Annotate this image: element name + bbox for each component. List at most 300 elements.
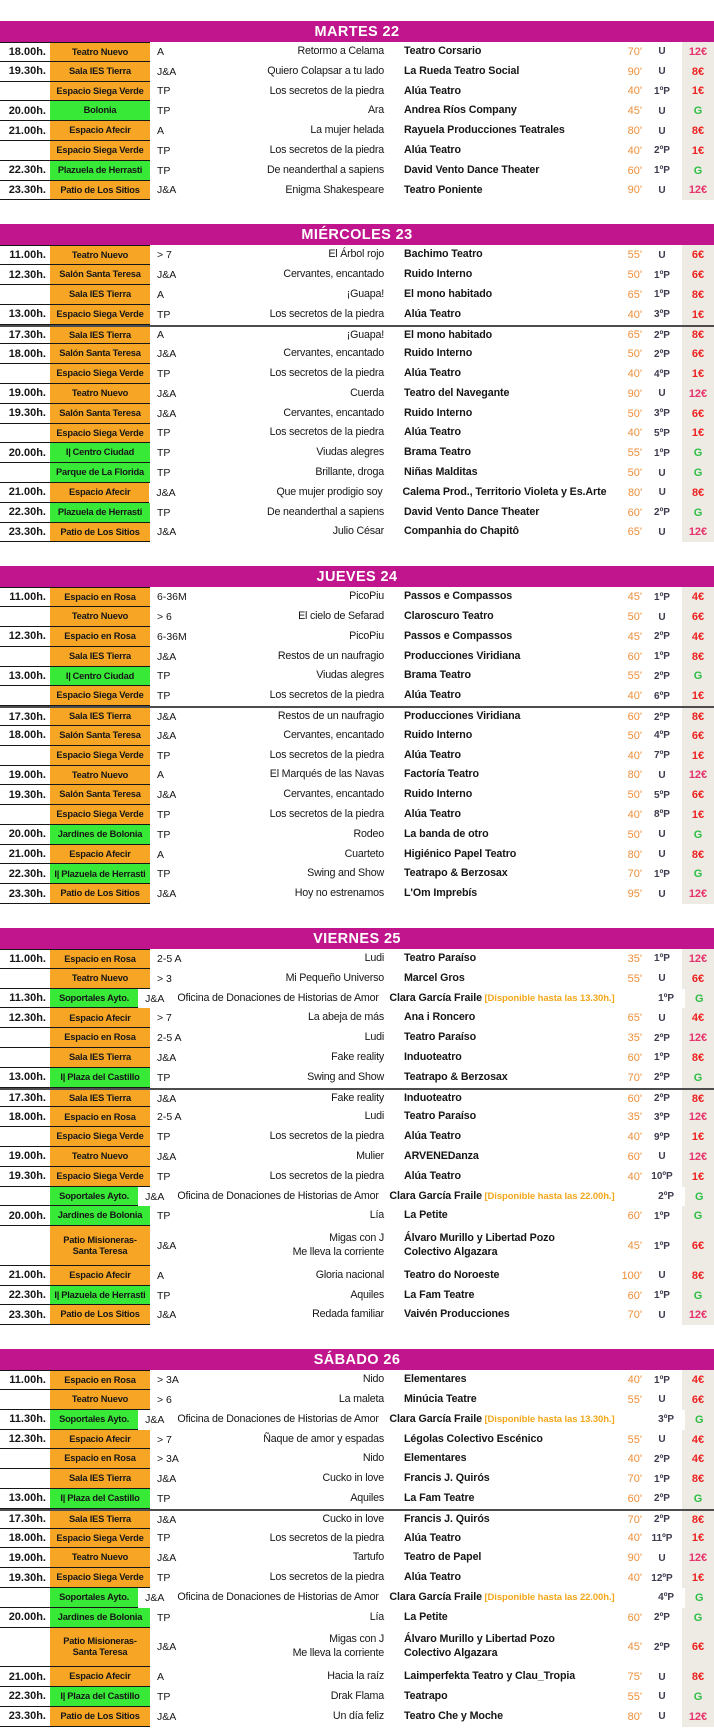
venue-name: Teatro Nuevo (71, 769, 129, 780)
duration: 40' (627, 690, 642, 703)
venue-badge (50, 62, 150, 81)
time-label: 19.00h. (8, 1551, 46, 1564)
session-number: U (658, 829, 666, 841)
venue-badge (50, 785, 150, 804)
time-venue-cell (0, 285, 150, 305)
session-number: 3ºP (654, 309, 670, 321)
show-title: Ludi (364, 1031, 384, 1044)
show-title-cell (192, 1608, 384, 1628)
duration: 60' (627, 164, 642, 177)
company-cell (384, 766, 606, 786)
age-rating: J&A (145, 992, 165, 1005)
price: 1€ (682, 141, 714, 161)
show-title-cell (192, 364, 384, 384)
company-cell (384, 1511, 606, 1529)
venue-badge (50, 884, 150, 903)
show-title: Lía (369, 1209, 384, 1222)
company-name: Alúa Teatro (404, 748, 461, 761)
schedule-row (0, 161, 714, 181)
schedule-row (0, 404, 714, 424)
company-name: Companhia do Chapitô (404, 525, 519, 538)
show-title-cell (192, 647, 384, 667)
time-label (0, 1048, 50, 1067)
session-number: 2ºP (654, 711, 670, 723)
itinerant-icon: I| (54, 1289, 60, 1300)
show-title: De neanderthal a sapiens (266, 163, 384, 176)
time-venue-cell (0, 708, 150, 726)
duration: 35' (627, 1111, 642, 1124)
price: 8€ (682, 483, 714, 503)
session-number: U (658, 184, 666, 196)
duration: 50' (627, 269, 642, 282)
schedule-row (0, 463, 714, 483)
time-venue-cell (0, 1430, 150, 1450)
venue-badge (50, 327, 150, 344)
venue-badge (50, 181, 150, 200)
duration: 40' (627, 1170, 642, 1183)
session-number: 2ºP (654, 1032, 670, 1044)
venue-badge (50, 1008, 150, 1027)
company-name: La banda de otro (404, 827, 489, 840)
age-rating: J&A (157, 269, 177, 282)
time-label: 11.00h. (9, 1374, 46, 1387)
price: 8€ (682, 1090, 714, 1108)
company-cell (384, 245, 606, 265)
age-rating: J&A (157, 1092, 177, 1105)
session-number: 2ºP (658, 1191, 675, 1203)
venue-name: Espacio Siega Verde (56, 1572, 144, 1583)
day-header: MARTES 22 (0, 21, 714, 42)
age-rating: TP (157, 690, 171, 703)
price: G (685, 1588, 714, 1608)
session-number: 9ºP (654, 1131, 670, 1143)
session-number: 12ºP (651, 1572, 673, 1584)
show-title: Julio César (332, 525, 384, 538)
venue-badge (50, 1608, 150, 1627)
price: 4€ (682, 1430, 714, 1450)
show-title: El Marqués de las Navas (269, 768, 384, 781)
venue-name: Sala IES Tierra (69, 711, 131, 722)
duration: 60' (627, 1092, 642, 1105)
venue-badge (50, 503, 150, 522)
show-title-cell (192, 845, 384, 865)
company-name: Teatrapo & Berzosax (404, 1070, 508, 1083)
age-rating: > 6 (157, 1393, 172, 1406)
availability-note: [Disponible hasta las 13.30h.] (481, 1413, 615, 1425)
venue-name: Sala IES Tierra (69, 1092, 131, 1103)
time-venue-cell (0, 344, 150, 364)
time-venue-cell (0, 424, 150, 444)
venue-badge (50, 43, 150, 61)
day-section (0, 928, 714, 1325)
price: 6€ (682, 404, 714, 424)
schedule-row (0, 627, 714, 647)
venue-name: Espacio Siega Verde (56, 308, 144, 319)
show-title: Migas con J (329, 1232, 384, 1245)
company-name: Alúa Teatro (404, 84, 461, 97)
venue-name: Espacio Afecir (69, 1269, 131, 1280)
age-rating: 2-5 A (157, 1111, 182, 1124)
time-label (0, 805, 50, 824)
price: 12€ (682, 523, 714, 543)
show-title-cell (192, 969, 384, 989)
duration: 70' (627, 45, 642, 58)
show-title-cell (192, 627, 384, 647)
duration: 55' (627, 1393, 642, 1406)
schedule-row (0, 245, 714, 265)
show-title: Cervantes, encantado (283, 406, 384, 419)
show-title: Mulier (356, 1149, 384, 1162)
duration: 60' (627, 1289, 642, 1302)
venue-badge (50, 1147, 150, 1166)
time-venue-cell (0, 949, 150, 969)
session-number: U (658, 487, 666, 499)
schedule-row (0, 181, 714, 201)
venue-name: Plaza del Castillo (67, 1691, 140, 1702)
show-title: Los secretos de la piedra (269, 1571, 384, 1584)
time-label (0, 746, 50, 765)
company-name: Minúcia Teatre (404, 1392, 477, 1405)
duration: 55' (627, 1433, 642, 1446)
time-label: 21.00h. (8, 1269, 46, 1282)
venue-name: Salón Santa Teresa (59, 269, 141, 280)
show-title-cell (192, 62, 384, 82)
company-name: La Petite (404, 1209, 448, 1222)
price: G (682, 1068, 714, 1088)
time-venue-cell (0, 101, 150, 121)
company-name: Claroscuro Teatro (404, 610, 494, 623)
schedule-row (0, 825, 714, 845)
day-section (0, 21, 714, 200)
show-title-cell (177, 1588, 379, 1608)
time-venue-cell (0, 42, 150, 62)
time-label: 13.00h. (8, 669, 46, 682)
company-name: ARVENEDanza (404, 1149, 479, 1162)
company-cell (384, 1469, 606, 1489)
duration: 60' (627, 1611, 642, 1624)
age-rating: TP (157, 427, 171, 440)
venue-badge (50, 1371, 150, 1389)
venue-name: Espacio Siega Verde (56, 749, 144, 760)
venue-name: Espacio Siega Verde (56, 368, 144, 379)
schedule-row (0, 864, 714, 884)
age-rating: J&A (157, 387, 177, 400)
time-venue-cell (0, 1167, 150, 1187)
time-label: 23.30h. (8, 1710, 46, 1723)
venue-name: Salón Santa Teresa (59, 789, 141, 800)
time-venue-cell (0, 483, 149, 503)
show-title-cell (192, 42, 384, 62)
show-title-cell (192, 443, 384, 463)
venue-badge (50, 1430, 150, 1449)
company-cell (384, 1008, 606, 1028)
show-title: Los secretos de la piedra (269, 1130, 384, 1143)
schedule-row (0, 587, 714, 607)
price: 8€ (682, 1511, 714, 1529)
duration (615, 989, 648, 1009)
time-venue-cell (0, 463, 150, 483)
time-venue-cell (0, 587, 150, 607)
venue-badge (50, 845, 150, 864)
show-title: Ludi (364, 952, 384, 965)
age-rating: J&A (157, 1710, 177, 1723)
show-title-cell (192, 1548, 384, 1568)
time-label (0, 969, 50, 988)
session-number: U (658, 1394, 666, 1406)
day-rows (0, 42, 714, 200)
price: G (682, 161, 714, 181)
price: 1€ (682, 1167, 714, 1187)
session-number: 1ºP (654, 1240, 670, 1252)
price: 6€ (682, 969, 714, 989)
price: 1€ (682, 746, 714, 766)
show-title-cell (192, 523, 384, 543)
venue-badge (50, 746, 150, 765)
time-venue-cell (0, 667, 150, 687)
company-name: La Petite (404, 1610, 448, 1623)
venue-badge (50, 1206, 150, 1225)
venue-name: Jardines de Bolonia (57, 1611, 143, 1622)
company-name: Producciones Viridiana (404, 710, 521, 723)
duration: 45' (627, 591, 642, 604)
age-rating: TP (157, 1690, 171, 1703)
time-venue-cell (0, 989, 138, 1009)
venue-name: Teatro Nuevo (71, 1394, 129, 1405)
venue-badge (50, 708, 150, 725)
venue-name: Sala IES Tierra (69, 65, 131, 76)
duration (615, 1187, 648, 1207)
duration: 60' (627, 711, 642, 723)
age-rating: TP (157, 144, 171, 157)
company-name: Alúa Teatro (404, 808, 461, 821)
show-title-cell (192, 884, 384, 904)
time-label: 19.30h. (8, 65, 46, 78)
age-rating: TP (157, 670, 171, 683)
venue-badge (50, 805, 150, 824)
company-name: David Vento Dance Theater (404, 505, 540, 518)
time-label (0, 1588, 50, 1607)
duration: 90' (627, 387, 642, 400)
schedule-row (0, 424, 714, 444)
time-venue-cell (0, 1687, 150, 1707)
company-name: Légolas Colectivo Escénico (404, 1432, 543, 1445)
schedule-row (0, 706, 714, 726)
venue-badge (50, 285, 150, 304)
duration: 70' (627, 1473, 642, 1486)
company-cell (384, 161, 606, 181)
venue-badge (50, 1588, 138, 1607)
venue-name: Patio de Los Sitios (60, 1309, 140, 1320)
show-title: Los secretos de la piedra (269, 426, 384, 439)
company-name: Alúa Teatro (404, 143, 461, 156)
company-cell (369, 1187, 614, 1207)
duration: 60' (627, 1051, 642, 1064)
venue-name: Bolonia (83, 105, 117, 116)
session-number: U (658, 769, 666, 781)
time-label: 17.30h. (8, 1513, 46, 1526)
time-venue-cell (0, 1266, 150, 1286)
duration: 50' (627, 467, 642, 480)
time-venue-cell (0, 245, 150, 265)
price: 8€ (682, 1266, 714, 1286)
time-label (0, 364, 50, 383)
session-number: 3ºP (654, 408, 670, 420)
company-cell (384, 1628, 606, 1668)
show-title: Aquiles (350, 1288, 384, 1301)
show-title-cell (192, 1489, 384, 1509)
time-venue-cell (0, 443, 150, 463)
price: 1€ (682, 805, 714, 825)
age-rating: J&A (156, 486, 176, 499)
venue-badge (50, 1511, 150, 1528)
company-cell (384, 1266, 606, 1286)
show-title-cell (192, 424, 384, 444)
venue-name: Plazuela de Herrasti (61, 1289, 146, 1300)
session-number: 4ºP (654, 368, 670, 380)
time-label: 18.00h. (8, 1531, 46, 1544)
venue-name: Soportales Ayto. (59, 992, 130, 1003)
schedule-row (0, 344, 714, 364)
schedule-row (0, 805, 714, 825)
price: 1€ (682, 424, 714, 444)
company-cell (384, 1548, 606, 1568)
session-number: U (658, 1434, 666, 1445)
day-rows (0, 587, 714, 904)
age-rating: 2-5 A (157, 1032, 182, 1045)
company-cell (384, 1226, 606, 1266)
session-number: 1ºP (654, 447, 670, 459)
show-title-cell (192, 141, 384, 161)
time-label (0, 463, 50, 482)
company-cell (384, 101, 606, 121)
age-rating: J&A (157, 1473, 177, 1486)
show-title: Redada familiar (312, 1308, 384, 1321)
age-rating: > 3 (157, 972, 172, 985)
age-rating: TP (157, 828, 171, 841)
age-rating: J&A (157, 65, 177, 78)
venue-badge (50, 161, 150, 180)
age-rating: J&A (157, 1552, 177, 1565)
venue-name: Salón Santa Teresa (59, 729, 141, 740)
company-cell (384, 726, 606, 746)
time-label: 12.30h. (8, 630, 46, 643)
show-title: Oficina de Donaciones de Historias de Amor (177, 1189, 379, 1202)
show-title-2: Me lleva la corriente (292, 1246, 384, 1259)
session-number: 2ºP (654, 1514, 670, 1526)
show-title: Ludi (364, 1110, 384, 1123)
session-number: 4ºP (658, 1592, 675, 1604)
price: 8€ (682, 845, 714, 865)
show-title-cell (192, 1048, 384, 1068)
duration: 50' (627, 348, 642, 361)
show-title-cell (192, 726, 384, 746)
company-name: La Fam Teatre (404, 1491, 475, 1504)
company-name: Francis J. Quirós (404, 1472, 490, 1485)
session-number: U (658, 249, 666, 261)
itinerant-icon: I| (65, 447, 71, 458)
venue-badge (50, 726, 150, 745)
session-number: U (658, 1552, 666, 1564)
age-rating: J&A (157, 729, 177, 742)
duration: 40' (627, 427, 642, 440)
day-section (0, 566, 714, 904)
venue-name: Espacio Siega Verde (56, 1131, 144, 1142)
show-title-cell (192, 1511, 384, 1529)
schedule-row (0, 101, 714, 121)
company-cell (384, 305, 606, 325)
show-title: Que mujer prodigio soy (276, 485, 383, 498)
show-title-cell (192, 607, 384, 627)
show-title-cell (192, 1529, 384, 1549)
age-rating: TP (157, 1170, 171, 1183)
price: 6€ (682, 785, 714, 805)
duration: 45' (627, 1240, 642, 1253)
show-title: Cucko in love (322, 1512, 384, 1525)
schedule-row (0, 523, 714, 543)
show-title: Viudas alegres (316, 446, 384, 459)
time-venue-cell (0, 1469, 150, 1489)
age-rating: A (157, 769, 165, 782)
age-rating: TP (157, 447, 171, 460)
show-title-cell (192, 708, 384, 726)
company-name: Teatro Paraíso (404, 952, 477, 965)
venue-badge (50, 686, 150, 705)
show-title-cell (192, 1068, 384, 1088)
venue-badge (50, 969, 150, 988)
time-venue-cell (0, 1206, 150, 1226)
company-cell (384, 785, 606, 805)
show-title: Cervantes, encantado (283, 788, 384, 801)
schedule-row (0, 1127, 714, 1147)
price: 12€ (682, 949, 714, 969)
venue-name: Espacio Afecir (69, 848, 131, 859)
venue-name: Espacio Siega Verde (56, 690, 144, 701)
schedule-row (0, 1548, 714, 1568)
venue-name: Teatro Nuevo (71, 1151, 129, 1162)
age-rating: 6-36M (157, 630, 187, 643)
show-title-cell (192, 181, 384, 201)
price: G (682, 1489, 714, 1509)
show-title: Oficina de Donaciones de Historias de Amor (177, 991, 379, 1004)
time-label: 13.00h. (8, 308, 46, 321)
time-label: 13.00h. (8, 1071, 46, 1084)
venue-badge (50, 246, 150, 264)
company-cell (384, 1449, 606, 1469)
time-venue-cell (0, 1707, 150, 1727)
venue-name: Espacio en Rosa (64, 630, 136, 641)
venue-name: Salón Santa Teresa (59, 407, 141, 418)
time-venue-cell (0, 161, 150, 181)
show-title-cell (192, 1305, 384, 1325)
age-rating: A (157, 45, 165, 58)
show-title-cell (192, 587, 384, 607)
duration: 45' (627, 630, 642, 643)
price: 1€ (682, 82, 714, 102)
show-title: Hoy no estrenamos (294, 887, 384, 900)
session-number: 4ºP (654, 730, 670, 742)
schedule-row (0, 989, 714, 1009)
venue-badge (50, 1390, 150, 1409)
time-label: 20.00h. (8, 104, 46, 117)
company-name: Teatro Corsario (404, 44, 482, 57)
venue-badge (50, 950, 150, 968)
duration: 80' (627, 125, 642, 138)
age-rating: A (157, 1671, 165, 1684)
session-number: U (658, 388, 666, 400)
venue-badge (50, 1090, 150, 1107)
price: 12€ (682, 42, 714, 62)
time-label: 19.30h. (8, 407, 46, 420)
